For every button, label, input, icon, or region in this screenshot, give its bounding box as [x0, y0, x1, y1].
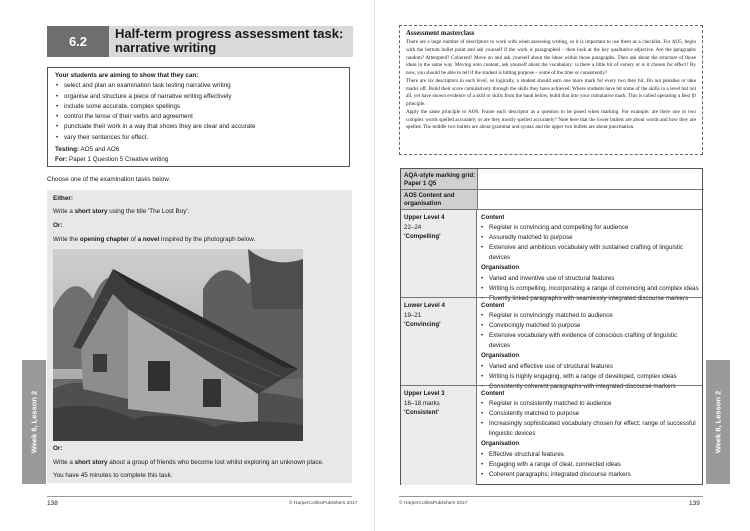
- footer-rule: [47, 496, 352, 497]
- band-level: Upper Level 4: [404, 214, 445, 221]
- criterion-item: • Engaging with a range of clear, connected ideas: [489, 460, 699, 470]
- aim-item: • vary their sentences for effect.: [64, 133, 342, 143]
- organisation-heading: Organisation: [481, 352, 520, 360]
- lesson-title: [115, 27, 343, 55]
- band-descriptor: 'Convincing': [404, 321, 441, 328]
- band-label: [401, 298, 477, 386]
- side-tab-text: Week 6, Lesson 2: [713, 390, 723, 454]
- band-criteria: [478, 386, 702, 483]
- grid-band-lower-level-4: [401, 297, 702, 390]
- grid-band-upper-level-3: [401, 385, 702, 485]
- grid-header-ao5: AO5 Content and organisation: [404, 192, 455, 207]
- aim-item: • punctuate their work in a way that shows they are clear and accurate: [64, 122, 342, 132]
- criterion-item: • Increasingly sophisticated vocabulary chosen for effect; range of successful linguistic devices: [489, 419, 699, 439]
- abandoned-house-photo: [53, 249, 303, 441]
- assessment-masterclass-box: [399, 25, 703, 155]
- band-marks: 22–24: [404, 223, 422, 231]
- grid-header-divider: [401, 189, 477, 190]
- grid-header-right-divider: [478, 189, 704, 190]
- testing-line: [55, 145, 342, 155]
- marking-grid: [400, 168, 703, 485]
- criterion-item: • Varied and effective use of structural features: [489, 362, 699, 372]
- aim-item: • control the tense of their verbs and agreement: [64, 112, 342, 122]
- band-level: Lower Level 4: [404, 302, 445, 309]
- content-heading: Content: [481, 302, 505, 309]
- criterion-item: • Extensive and ambitious vocabulary with sustained crafting of linguistic devices: [489, 243, 699, 263]
- aims-list: [55, 81, 342, 143]
- grid-header-right: [477, 169, 703, 209]
- choose-instruction: Choose one of the examination tasks below.: [47, 176, 171, 183]
- grid-band-upper-level-4: [401, 209, 702, 302]
- for-line: [55, 155, 342, 165]
- time-note: You have 45 minutes to complete this task.: [53, 472, 173, 479]
- task-2: Write the opening chapter of a novel inspired by the photograph below.: [53, 236, 256, 243]
- criterion-item: • Writing is compelling, incorporating a range of convincing and complex ideas: [489, 284, 699, 294]
- band-descriptor: 'Consistent': [404, 409, 439, 416]
- criterion-item: • Coherent paragraphs; integrated discourse markers: [489, 470, 699, 480]
- for-label: For:: [55, 156, 68, 164]
- content-heading: Content: [481, 214, 505, 221]
- aims-heading: Your students are aiming to show that they can:: [55, 72, 199, 79]
- or-label-1: Or:: [53, 222, 63, 229]
- testing-label: Testing:: [55, 146, 80, 154]
- side-tab-right: [706, 360, 730, 484]
- side-tab-left: [22, 360, 46, 484]
- title-line-2: narrative writing: [115, 40, 217, 55]
- criterion-item: • Effective structural features: [489, 450, 699, 460]
- criterion-item: • Writing is highly engaging, with a range of developed, complex ideas: [489, 372, 699, 382]
- band-label: [401, 386, 477, 485]
- masterclass-paragraph-3: Apply the same principle to AO6. Frame each descriptor as a question to be posed when marking. For example: are there one or two complex words spelled accurately or are they mostly spelled accurately? Note here that the lower bullets are about words and how they are spelled. The middle two bullets are about grammar and syntax and the upper two bullets are about punctuation.: [406, 108, 696, 131]
- aim-item: • include some accurate, complex spellings: [64, 102, 342, 112]
- band-level: Upper Level 3: [404, 390, 445, 397]
- criterion-item: • Register is consistently matched to audience: [489, 399, 699, 409]
- criterion-item: • Register is convincingly matched to audience: [489, 311, 699, 321]
- band-marks: 16–18 marks: [404, 399, 440, 407]
- for-value: Paper 1 Question 5 Creative writing: [69, 156, 169, 164]
- band-label: [401, 210, 477, 298]
- criterion-item: • Register is convincing and compelling for audience: [489, 223, 699, 233]
- organisation-heading: Organisation: [481, 440, 520, 448]
- copyright: © HarperCollinsPublishers 2017: [399, 501, 468, 506]
- criterion-item: • Consistently coherent paragraphs with integrated discourse markers: [489, 382, 699, 392]
- title-line-1: Half-term progress assessment task:: [115, 26, 344, 41]
- masterclass-title: Assessment masterclass: [406, 30, 475, 37]
- criterion-item: • Convincingly matched to purpose: [489, 321, 699, 331]
- testing-value: AO5 and AO6: [80, 146, 120, 154]
- grid-header: [401, 169, 477, 209]
- criterion-item: • Consistently matched to purpose: [489, 409, 699, 419]
- band-criteria: [478, 210, 702, 307]
- page-number: 138: [47, 500, 58, 507]
- criterion-item: • Extensive vocabulary with evidence of conscious crafting of linguistic devices: [489, 331, 699, 351]
- grid-header-title: AQA-style marking grid: Paper 1 Q5: [404, 172, 476, 187]
- aim-item: • organise and structure a piece of narrative writing effectively: [64, 92, 342, 102]
- criterion-item: • Varied and inventive use of structural features: [489, 274, 699, 284]
- aim-item: • select and plan an examination task testing narrative writing: [64, 81, 342, 91]
- band-marks: 19–21: [404, 311, 422, 319]
- side-tab-text: Week 6, Lesson 2: [29, 390, 39, 454]
- organisation-heading: Organisation: [481, 264, 520, 272]
- page-number: 139: [689, 500, 700, 507]
- band-descriptor: 'Compelling': [404, 233, 441, 240]
- content-heading: Content: [481, 390, 505, 397]
- either-label: Either:: [53, 195, 73, 202]
- criterion-item: • Fluently linked paragraphs with seamlessly integrated discourse markers: [489, 294, 699, 304]
- aims-box: [47, 67, 350, 167]
- masterclass-paragraph-1: There are a large number of descriptors to work with when assessing writing, so it is important to use them as a checklist. For AO5, begin with the bottom bullet point and ask yourself if the work is paragraphed – then look at the key qualitative adjective. Are the paragraphs random? Attempted? Coherent? Move on and ask yourself about the ideas within those paragraphs. Then ask about the structure of those ideas in the same way. Moving onto content, ask yourself about the vocabulary: is there a little bit of variety or is it chosen for effect? By now, you should be able to tell if the student is hitting purpose – some of the time or consistently?: [406, 39, 696, 76]
- right-page: [375, 0, 750, 531]
- task-panel: [47, 190, 352, 483]
- band-criteria: [478, 298, 702, 395]
- footer-rule: [399, 496, 703, 497]
- task-1: Write a short story using the title 'The Lost Boy'.: [53, 208, 190, 215]
- criterion-item: • Assuredly matched to purpose: [489, 233, 699, 243]
- lesson-number: 6.2: [47, 26, 109, 57]
- task-3: Write a short story about a group of friends who become lost whilst exploring an unknown place.: [53, 459, 324, 466]
- copyright: © HarperCollinsPublishers 2017: [289, 501, 358, 506]
- lesson-title-box: [109, 26, 353, 57]
- masterclass-paragraph-2: There are six descriptors in each level, so logically, a student should earn one more mark for every two they hit. Do not penalise or take marks off. Build their score cumulatively through the skills they have achieved. Where students have hit some of the skills in a level but not all, yet have shown evidence of a skill or skills from the band below, build that into your cumulative mark. This is called operating a Best fit principle.: [406, 77, 696, 107]
- or-label-2: Or:: [53, 445, 63, 452]
